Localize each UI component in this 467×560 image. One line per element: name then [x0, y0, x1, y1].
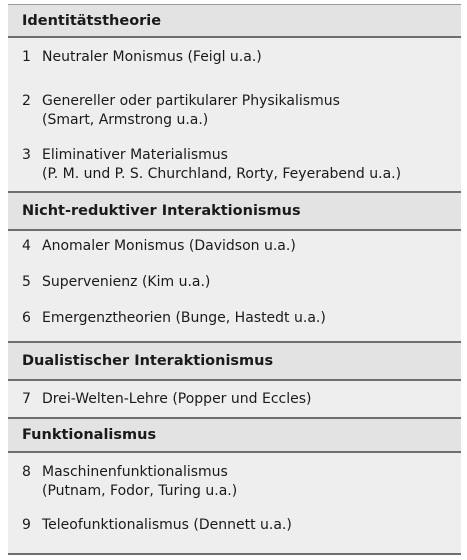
item-number: 2 — [22, 93, 31, 109]
item-text: Genereller oder partikularer Physikalismus — [42, 93, 340, 109]
item-text: Neutraler Monismus (Feigl u.a.) — [42, 49, 262, 65]
item-number: 6 — [22, 310, 31, 326]
section-title: Funktionalismus — [22, 427, 157, 443]
list-item — [22, 516, 455, 535]
list-item — [22, 48, 455, 67]
item-number: 8 — [22, 464, 31, 480]
section-body — [8, 38, 461, 193]
item-number: 5 — [22, 274, 31, 290]
list-item — [22, 390, 455, 409]
item-text: Supervenienz (Kim u.a.) — [42, 274, 211, 290]
item-text: Teleofunktionalismus (Dennett u.a.) — [42, 517, 292, 533]
theories-table — [8, 4, 461, 555]
list-item — [22, 237, 455, 256]
item-number: 7 — [22, 391, 31, 407]
item-text: Drei-Welten-Lehre (Popper und Eccles) — [42, 391, 312, 407]
section-title: Nicht-reduktiver Interaktionismus — [22, 203, 301, 219]
item-text-continued: (P. M. und P. S. Churchland, Rorty, Feyerabend u.a.) — [42, 166, 402, 182]
item-number: 3 — [22, 147, 31, 163]
section-title: Dualistischer Interaktionismus — [22, 353, 274, 369]
list-item — [22, 309, 455, 328]
list-item — [22, 92, 455, 130]
item-text: Maschinenfunktionalismus — [42, 464, 228, 480]
item-text-continued: (Putnam, Fodor, Turing u.a.) — [42, 483, 238, 499]
section-heading — [8, 5, 461, 38]
item-text-continued: (Smart, Armstrong u.a.) — [42, 112, 209, 128]
list-item — [22, 273, 455, 292]
list-item — [22, 463, 455, 501]
list-item — [22, 146, 455, 184]
section-body — [8, 381, 461, 419]
item-number: 1 — [22, 49, 31, 65]
section-body — [8, 231, 461, 343]
item-text: Anomaler Monismus (Davidson u.a.) — [42, 238, 296, 254]
section-title: Identitätstheorie — [22, 12, 162, 29]
item-number: 9 — [22, 517, 31, 533]
section-body — [8, 453, 461, 555]
section-heading — [8, 419, 461, 453]
section-heading — [8, 193, 461, 231]
item-text: Eliminativer Materialismus — [42, 147, 228, 163]
section-heading — [8, 343, 461, 381]
item-text: Emergenztheorien (Bunge, Hastedt u.a.) — [42, 310, 326, 326]
item-number: 4 — [22, 238, 31, 254]
